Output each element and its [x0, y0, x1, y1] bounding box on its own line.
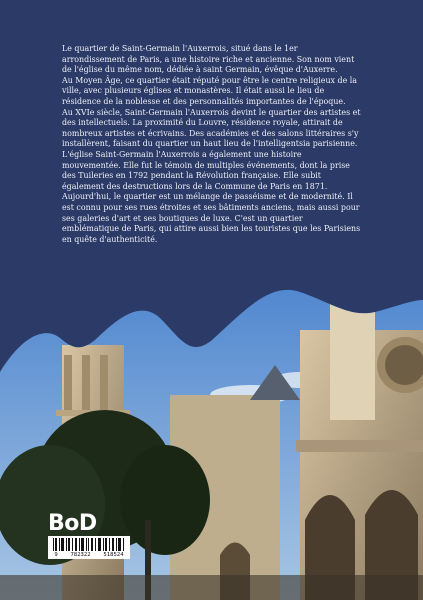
blurb-paragraph-3: Au XVIe siècle, Saint-Germain l'Auxerrois devint le quartier des artistes et des intellectuels. La proximité du Louvre, résidence royale, attirait de nombreux artistes et écrivains. Des académies et des salons littéraires s'y installèrent, faisant du quartier un haut lieu de l'intelligentsia parisienne. [62, 107, 361, 149]
blurb-paragraph-4: L'église Saint-Germain l'Auxerrois a également une histoire mouvementée. Elle fut le témoin de multiples événements, dont la prise des Tuileries en 1792 pendant la Révolution française. Elle subit également des destructions lors de la Commune de Paris en 1871. [62, 149, 350, 191]
barcode-digit-group-1: 782322 [70, 552, 91, 558]
barcode-digit-prefix: 9 [54, 552, 58, 558]
blurb-paragraph-2: Au Moyen Âge, ce quartier était réputé pour être le centre religieux de la ville, avec plusieurs églises et monastères. Il était aussi le lieu de résidence de la noblesse et des personnalités importantes de l'époque. [62, 75, 357, 106]
blurb-paragraph-5: Aujourd'hui, le quartier est un mélange de passéisme et de modernité. Il est connu pour ses rues étroites et ses bâtiments anciens, mais aussi pour ses galeries d'art et ses boutiques de luxe. C'est un quartier emblématique de Paris, qui attire aussi bien les touristes que les Parisiens en quête d'authenticité. [62, 192, 361, 244]
blurb-paragraph-1: Le quartier de Saint-Germain l'Auxerrois, situé dans le 1er arrondissement de Paris, a une histoire riche et ancienne. Son nom vient de l'église du même nom, dédiée à saint Germain, évêque d'Auxerre. [62, 44, 355, 75]
publisher-logo: BoD [48, 511, 97, 536]
barcode-digit-group-2: 518524 [103, 552, 124, 558]
barcode-digits [48, 551, 130, 559]
